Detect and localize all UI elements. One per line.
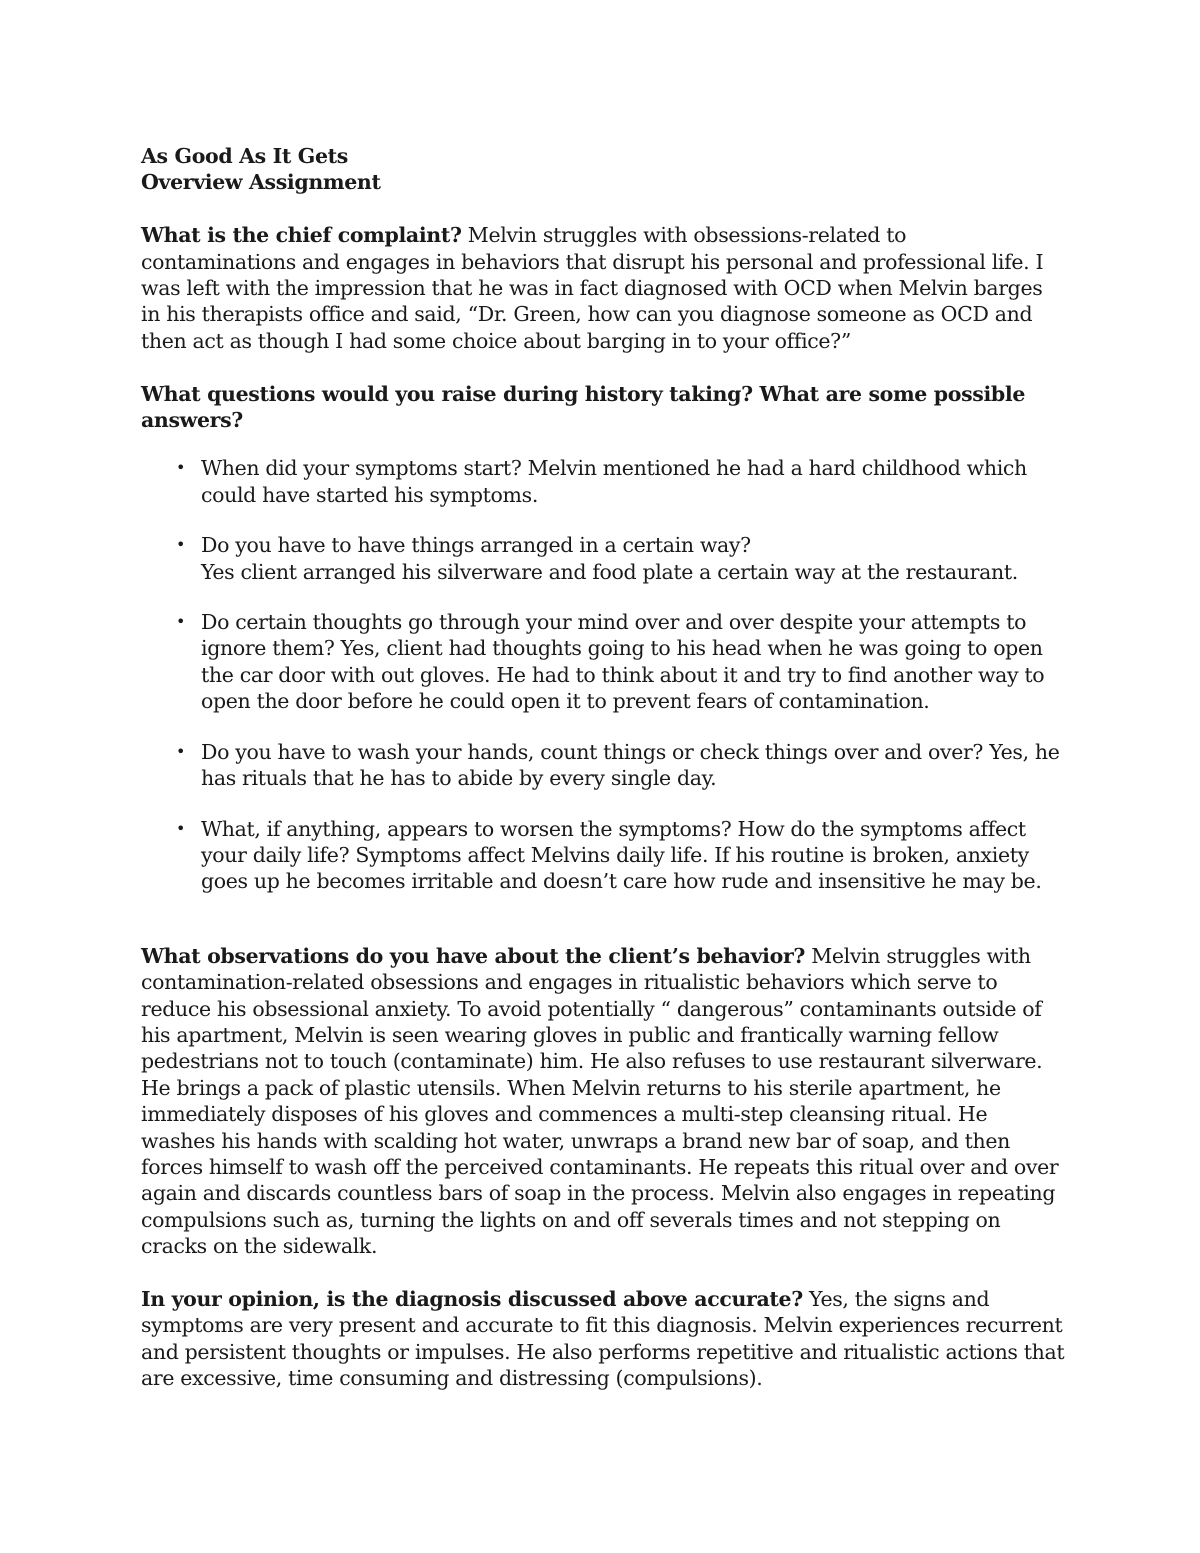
list-item-question: When did your symptoms start? (201, 456, 522, 481)
document-title: As Good As It Gets (141, 144, 348, 168)
observations-question: What observations do you have about the client’s behavior? (141, 943, 806, 968)
list-item (201, 532, 1066, 585)
chief-complaint-section (141, 222, 1066, 354)
history-taking-heading: What questions would you raise during history taking? What are some possible answers? (141, 381, 1026, 433)
list-item-answer: Symptoms affect Melvins daily life. If his routine is broken, anxiety goes up he becomes irritable and doesn’t care how rude and insensitive he may be. (201, 842, 1042, 894)
list-item-question: Do you have to wash your hands, count things or check things over and over? (201, 739, 984, 764)
opinion-section (141, 1286, 1066, 1392)
list-item-question: Do you have to have things arranged in a certain way? (201, 533, 751, 558)
document-page (141, 143, 1066, 1392)
list-item (201, 739, 1066, 792)
list-item-question: Do certain thoughts go through your mind over and over despite your attempts to ignore them? (201, 610, 1027, 661)
list-item (201, 816, 1066, 895)
list-item-answer: Yes client arranged his silverware and food plate a certain way at the restaurant. (201, 559, 1018, 584)
list-item (201, 609, 1066, 715)
observations-answer: Melvin struggles with contamination-related obsessions and engages in ritualistic behaviors which serve to reduce his obsessional anxiety. To avoid potentially “ dangerous” contaminants outside of his apartment, Melvin is seen wearing gloves in public and frantically warning fellow pedestrians not to touch (contaminate) him. He also refuses to use restaurant silverware. He brings a pack of plastic utensils. When Melvin returns to his sterile apartment, he immediately disposes of his gloves and commences a multi-step cleansing ritual. He washes his hands with scalding hot water, unwraps a brand new bar of soap, and then forces himself to wash off the perceived contaminants. He repeats this ritual over and over again and discards countless bars of soap in the process. Melvin also engages in repeating compulsions such as, turning the lights on and off severals times and not stepping on cracks on the sidewalk. (141, 943, 1059, 1259)
list-item-question: What, if anything, appears to worsen the symptoms? How do the symptoms affect your daily life? (201, 816, 1026, 867)
document-subtitle: Overview Assignment (141, 170, 381, 195)
observations-section (141, 943, 1066, 1260)
chief-complaint-question: What is the chief complaint? (141, 223, 462, 248)
list-item-answer: Melvin mentioned he had a hard childhood which could have started his symptoms. (201, 456, 1027, 507)
list-item-answer: Yes, he has rituals that he has to abide by every single day. (201, 739, 1060, 791)
history-question-list (141, 455, 1066, 894)
title-block (141, 143, 1066, 196)
list-item-answer: Yes, client had thoughts going to his head when he was going to open the car door with out gloves. He had to think about it and try to find another way to open the door before he could open it to prevent fears of contamination. (201, 636, 1045, 714)
opinion-answer: Yes, the signs and symptoms are very present and accurate to fit this diagnosis. Melvin experiences recurrent and persistent thoughts or impulses. He also performs repetitive and ritualistic actions that are excessive, time consuming and distressing (compulsions). (141, 1286, 1065, 1391)
chief-complaint-answer: Melvin struggles with obsessions-related to contaminations and engages in behaviors that disrupt his personal and professional life. I was left with the impression that he was in fact diagnosed with OCD when Melvin barges in his therapists office and said, “Dr. Green, how can you diagnose someone as OCD and then act as though I had some choice about barging in to your office?” (141, 223, 1044, 353)
opinion-question: In your opinion, is the diagnosis discussed above accurate? (141, 1286, 803, 1311)
list-item (201, 455, 1066, 508)
